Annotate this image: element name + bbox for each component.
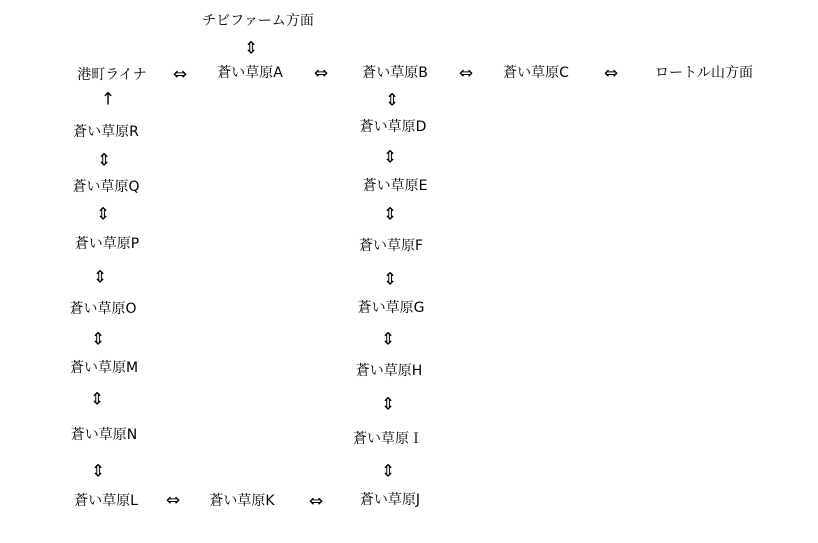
arrow-d-e: ⇕ xyxy=(382,147,398,168)
arrow-p-q: ⇕ xyxy=(95,204,111,225)
arrow-q-r: ⇕ xyxy=(96,150,112,171)
arrow-h-i: ⇕ xyxy=(380,394,396,415)
node-h: 蒼い草原H xyxy=(355,363,423,379)
arrow-a-b: ⇔ xyxy=(313,63,329,84)
arrow-k-j: ⇔ xyxy=(308,491,324,512)
arrow-l-k: ⇔ xyxy=(165,490,181,511)
node-r: 蒼い草原R xyxy=(73,124,139,140)
arrow-f-g: ⇕ xyxy=(382,269,398,290)
node-m: 蒼い草原M xyxy=(69,360,139,376)
node-c: 蒼い草原C xyxy=(503,65,569,81)
node-chibi-farm: チビファーム方面 xyxy=(202,13,314,29)
node-p: 蒼い草原P xyxy=(74,236,140,252)
arrow-i-j: ⇕ xyxy=(380,461,396,482)
node-a: 蒼い草原A xyxy=(217,65,283,81)
arrow-r-minato: ↑ xyxy=(100,89,116,110)
node-o: 蒼い草原O xyxy=(69,301,137,317)
arrow-b-d: ⇕ xyxy=(384,90,400,111)
node-d: 蒼い草原D xyxy=(359,119,427,135)
node-i: 蒼い草原Ｉ xyxy=(353,431,423,447)
arrow-b-c: ⇔ xyxy=(458,63,474,84)
arrow-g-h: ⇕ xyxy=(380,329,396,350)
node-b: 蒼い草原B xyxy=(362,65,428,81)
node-minato-raina: 港町ライナ xyxy=(77,67,147,83)
arrow-n-m: ⇕ xyxy=(89,389,105,410)
node-e: 蒼い草原E xyxy=(362,178,428,194)
node-n: 蒼い草原N xyxy=(70,427,138,443)
node-j: 蒼い草原J xyxy=(359,492,421,508)
arrow-c-lotol: ⇔ xyxy=(603,63,619,84)
node-l: 蒼い草原L xyxy=(74,493,138,509)
arrow-e-f: ⇕ xyxy=(382,204,398,225)
arrow-chibi-a: ⇕ xyxy=(243,38,259,59)
node-q: 蒼い草原Q xyxy=(72,179,140,195)
node-g: 蒼い草原G xyxy=(357,300,425,316)
node-k: 蒼い草原K xyxy=(209,493,275,509)
arrow-minato-a: ⇔ xyxy=(172,64,188,85)
node-f: 蒼い草原F xyxy=(358,238,424,254)
arrow-m-o: ⇕ xyxy=(90,329,106,350)
node-lotol: ロートル山方面 xyxy=(655,65,753,81)
arrow-o-p: ⇕ xyxy=(92,267,108,288)
arrow-l-n: ⇕ xyxy=(90,461,106,482)
